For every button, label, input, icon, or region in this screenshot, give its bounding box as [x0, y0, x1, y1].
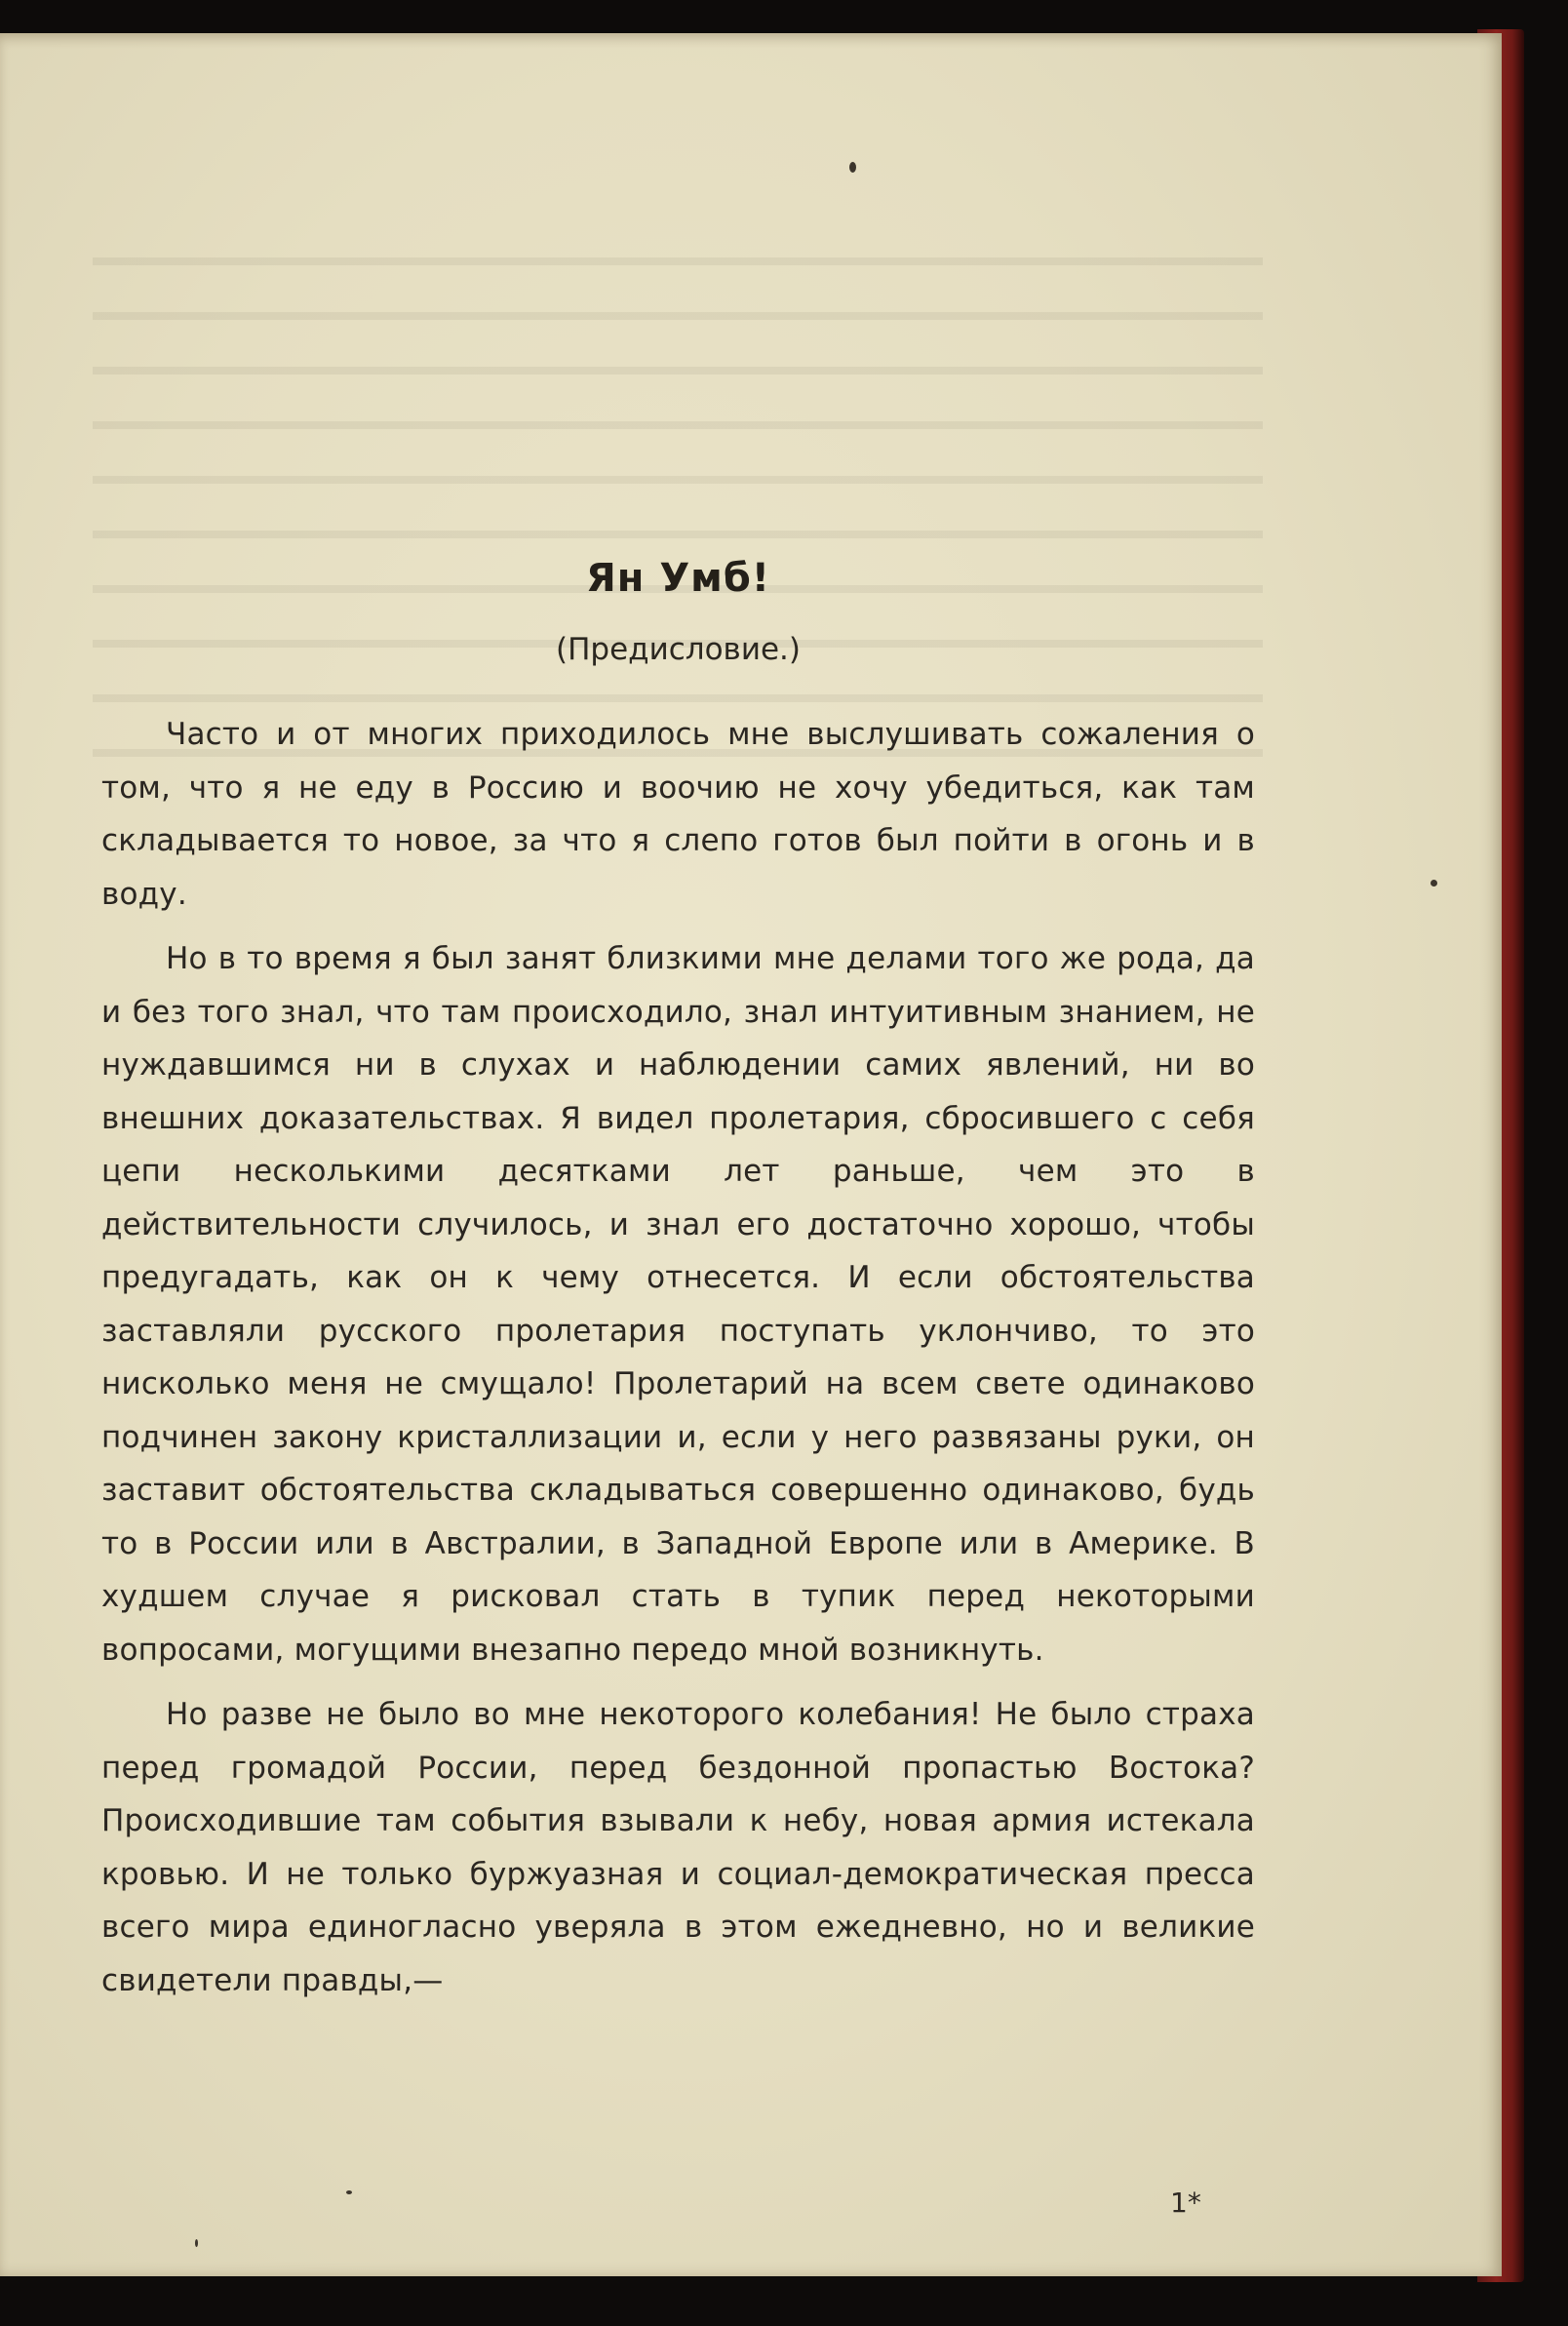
- paragraph: Часто и от многих приходилось мне выслушивать сожаления о том, что я не еду в Россию и воочию не хочу убедиться, как там складывается то новое, за что я слепо готов был пойти в огонь и в воду.: [101, 717, 1255, 912]
- page-content: [101, 556, 1255, 2019]
- ink-speck: [346, 2190, 352, 2194]
- paragraph: Но разве не было во мне некоторого колебания! Не было страха перед громадой России, перед бездонной пропастью Востока? Происходившие там события взывали к небу, новая армия истекала кровью. И не только буржуазная и социал-демократическая пресса всего мира единогласно уверяла в этом ежедневно, но и великие свидетели правды,—: [101, 1697, 1255, 1998]
- ink-speck: [849, 162, 856, 173]
- chapter-title: Ян Умб!: [585, 556, 771, 601]
- ink-speck: [195, 2239, 198, 2247]
- chapter-subtitle: (Предисловие.): [556, 632, 801, 667]
- ink-speck: [1431, 880, 1437, 887]
- page-number: 1*: [1170, 2187, 1201, 2219]
- paragraph: Но в то время я был занят близкими мне делами того же рода, да и без того знал, что там происходило, знал интуитивным знанием, не нуждавшимся ни в слухах и наблюдении самих явлений, ни во внешних доказательствах. Я видел пролетария, сбросившего с себя цепи несколькими десятками лет раньше, чем это в действительности случилось, и знал его достаточно хорошо, чтобы предугадать, как он к чему отнесется. И если обстоятельства заставляли русского пролетария поступать уклончиво, то это нисколько меня не смущало! Пролетарий на всем свете одинаково подчинен закону кристаллизации и, если у него развязаны руки, он заставит обстоятельства складываться совершенно одинаково, будь то в России или в Австралии, в Западной Европе или в Америке. В худшем случае я рисковал стать в тупик перед некоторыми вопросами, могущими внезапно передо мной возникнуть.: [101, 941, 1255, 1668]
